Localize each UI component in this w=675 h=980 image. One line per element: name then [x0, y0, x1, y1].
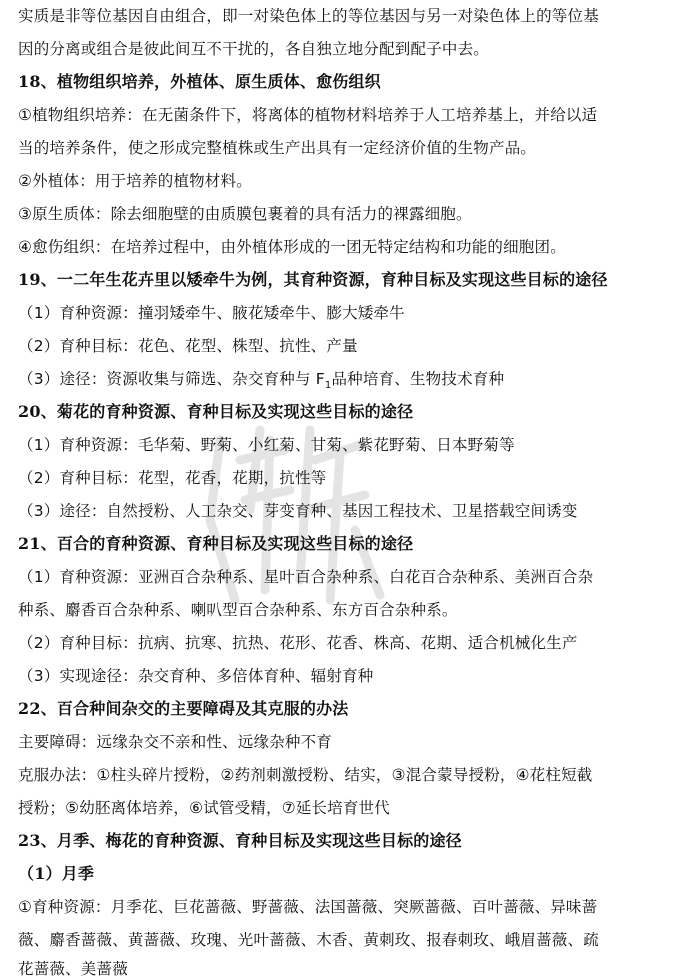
- text-line: （2）育种目标：抗病、抗寒、抗热、花形、花香、株高、花期、适合机械化生产: [18, 634, 578, 652]
- text-line: 实质是非等位基因自由组合，即一对染色体上的等位基因与另一对染色体上的等位基: [18, 7, 599, 25]
- text-line: 克服办法：①柱头碎片授粉，②药剂刺激授粉、结实，③混合蒙导授粉，④花柱短截: [18, 766, 593, 784]
- subsection-heading: （1）月季: [18, 864, 95, 883]
- text-line: 因的分离或组合是彼此间互不干扰的，各自独立地分配到配子中去。: [18, 40, 490, 58]
- text-line: ②外植体：用于培养的植物材料。: [18, 172, 252, 190]
- text-line: （1）育种资源：撞羽矮牵牛、腋花矮牵牛、膨大矮牵牛: [18, 304, 405, 322]
- text-segment: 品种培育、生物技术育种: [331, 370, 505, 388]
- text-line: [18, 369, 658, 396]
- text-line: 花蔷薇、美蔷薇: [18, 960, 128, 978]
- text-line: （3）实现途径：杂交育种、多倍体育种、辐射育种: [18, 667, 374, 685]
- text-line: ①植物组织培养：在无菌条件下，将离体的植物材料培养于人工培养基上，并给以适: [18, 106, 598, 124]
- text-line: （2）育种目标：花型，花香，花期，抗性等: [18, 469, 327, 487]
- section-heading-22: 22、百合种间杂交的主要障碍及其克服的办法: [18, 699, 349, 718]
- subscript: 1: [324, 380, 332, 392]
- text-line: 授粉；⑤幼胚离体培养，⑥试管受精，⑦延长培育世代: [18, 799, 390, 817]
- text-line: 种系、麝香百合杂种系、喇叭型百合杂种系、东方百合杂种系。: [18, 601, 458, 619]
- text-line: （3）途径：自然授粉、人工杂交、芽变育种、基因工程技术、卫星搭载空间诱变: [18, 502, 578, 520]
- text-line: ①育种资源：月季花、巨花蔷薇、野蔷薇、法国蔷薇、突厥蔷薇、百叶蔷薇、异味蔷: [18, 898, 598, 916]
- text-line: ④愈伤组织：在培养过程中，由外植体形成的一团无特定结构和功能的细胞团。: [18, 238, 566, 256]
- text-line: （1）育种资源：毛华菊、野菊、小红菊、甘菊、紫花野菊、日本野菊等: [18, 436, 515, 454]
- text-line: 当的培养条件，使之形成完整植株或生产出具有一定经济价值的生物产品。: [18, 139, 537, 157]
- section-heading-21: 21、百合的育种资源、育种目标及实现这些目标的途径: [18, 534, 414, 553]
- text-line: ③原生质体：除去细胞壁的由质膜包裹着的具有活力的裸露细胞。: [18, 205, 472, 223]
- text-line: （1）育种资源：亚洲百合杂种系、星叶百合杂种系、白花百合杂种系、美洲百合杂: [18, 568, 594, 586]
- section-heading-20: 20、菊花的育种资源、育种目标及实现这些目标的途径: [18, 402, 414, 421]
- section-heading-18: 18、植物组织培养，外植体、原生质体、愈伤组织: [18, 72, 381, 91]
- section-heading-19: 19、一二年生花卉里以矮牵牛为例，其育种资源，育种目标及实现这些目标的途径: [18, 270, 608, 289]
- section-heading-23: 23、月季、梅花的育种资源、育种目标及实现这些目标的途径: [18, 831, 462, 850]
- text-line: 主要障碍：远缘杂交不亲和性、远缘杂种不育: [18, 733, 333, 751]
- text-line: （2）育种目标：花色、花型、株型、抗性、产量: [18, 337, 358, 355]
- text-line: 薇、麝香蔷薇、黄蔷薇、玫瑰、光叶蔷薇、木香、黄刺玫、报春刺玫、峨眉蔷薇、疏: [18, 931, 599, 949]
- text-segment: （3）途径：资源收集与筛选、杂交育种与 F: [18, 370, 325, 388]
